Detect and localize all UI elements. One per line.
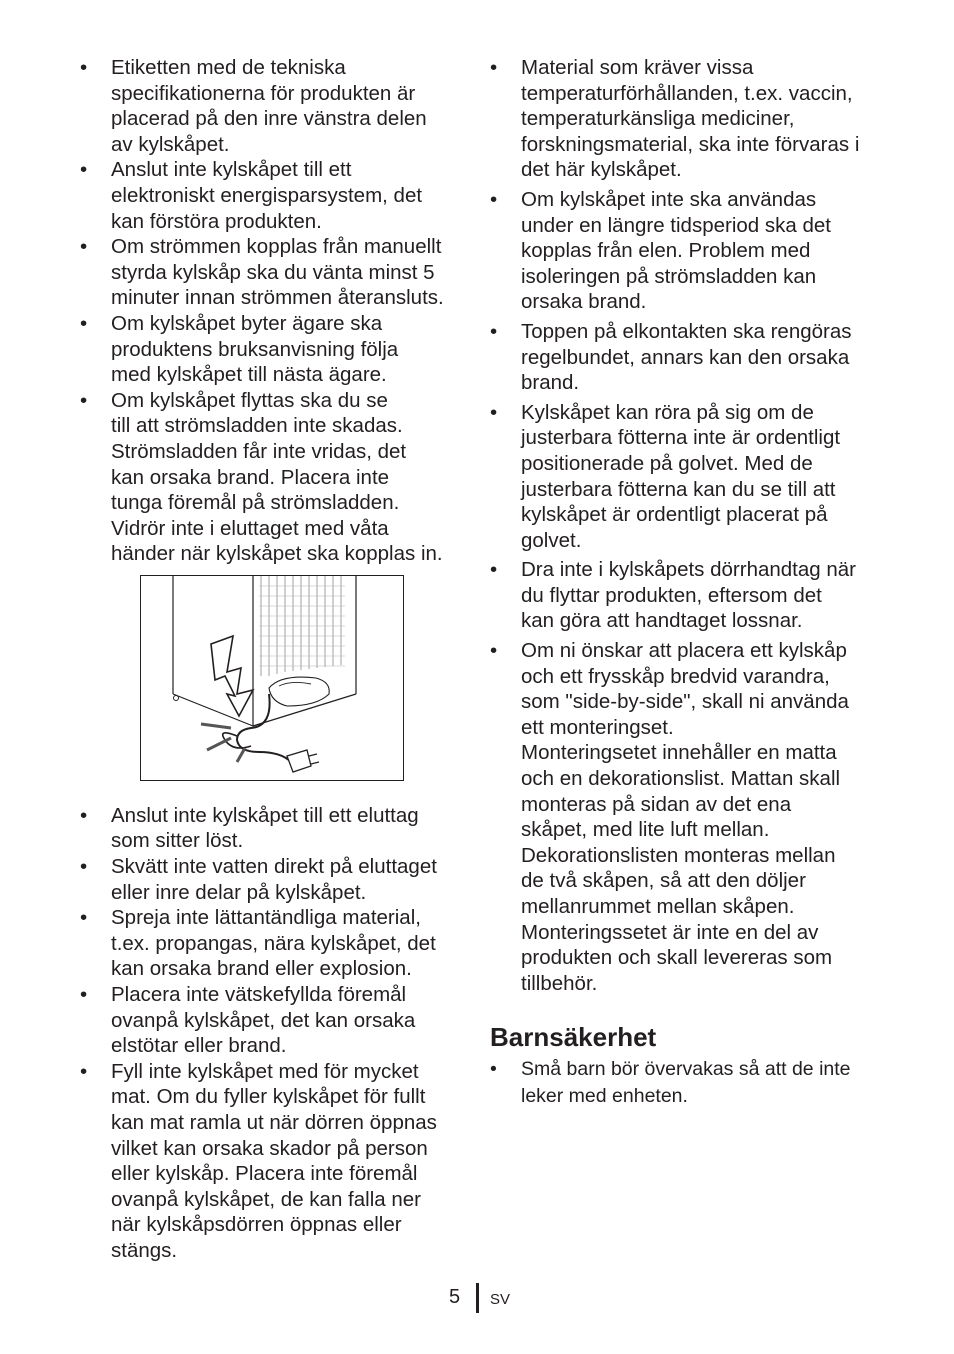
text-line: kan förstöra produkten. <box>111 209 322 233</box>
text-line: golvet. <box>521 528 582 552</box>
text-line: placerad på den inre vänstra delen <box>111 107 427 131</box>
list-item <box>490 557 890 634</box>
text-line: produkten och skall levereras som <box>521 946 833 970</box>
text-line: Strömsladden får inte vridas, det <box>111 439 407 463</box>
text-line: som "side-by-side", skall ni använda <box>521 690 849 714</box>
list-item <box>490 1056 890 1110</box>
list-item <box>490 319 890 396</box>
text-line: stängs. <box>111 1238 178 1262</box>
text-line: av kylskåpet. <box>111 132 230 156</box>
text-line: Vidrör inte i eluttaget med våta <box>111 516 389 540</box>
text-line: minuter innan strömmen återansluts. <box>111 286 444 310</box>
text-line: • Små barn bör övervakas så att de inte <box>521 1058 851 1081</box>
text-line: till att strömsladden inte skadas. <box>111 414 403 438</box>
text-line: temperaturkänsliga mediciner, <box>521 107 795 131</box>
page-footer <box>0 1283 954 1313</box>
list-item <box>80 905 480 982</box>
right-column <box>490 55 890 1114</box>
list-item <box>80 388 480 567</box>
list-item <box>80 982 480 1059</box>
list-item <box>490 55 890 183</box>
list-item <box>80 854 480 905</box>
list-item <box>80 1059 480 1264</box>
text-line: • Om kylskåpet flyttas ska du se <box>111 388 388 412</box>
text-line: elektroniskt energisparsystem, det <box>111 183 423 207</box>
text-line: mellanrummet mellan skåpen. <box>521 895 795 918</box>
section-bullet-list <box>490 1056 890 1110</box>
text-line: de två skåpen, så att den döljer <box>521 869 806 893</box>
text-line: • Anslut inte kylskåpet till ett eluttag <box>111 803 419 827</box>
text-line: • Om kylskåpet inte ska användas <box>521 187 817 211</box>
text-line: produktens bruksanvisning följa <box>111 337 399 361</box>
text-line: det här kylskåpet. <box>521 158 682 182</box>
text-line: • Spreja inte lättantändliga material, <box>111 906 421 930</box>
page-number: 5 <box>449 1286 461 1308</box>
text-line: mat. Om du fyller kylskåpet för fullt <box>111 1085 426 1109</box>
section-heading: Barnsäkerhet <box>490 1022 657 1053</box>
text-line: du flyttar produkten, eftersom det <box>521 583 822 607</box>
text-line: och en dekorationslist. Mattan skall <box>521 767 841 791</box>
text-line: • Skvätt inte vatten direkt på eluttaget <box>111 855 437 879</box>
text-line: • Om strömmen kopplas från manuellt <box>111 235 442 259</box>
text-line: med kylskåpet till nästa ägare. <box>111 363 387 387</box>
text-line: ovanpå kylskåpet, det kan orsaka <box>111 1008 416 1032</box>
text-line: Monteringsetet innehåller en matta <box>521 741 837 765</box>
language-code: SV <box>490 1291 511 1308</box>
text-line: • Anslut inte kylskåpet till ett <box>111 158 352 182</box>
text-line: kylskåpet är ordentligt placerat på <box>521 503 828 527</box>
text-line: styrda kylskåp ska du vänta minst 5 <box>111 260 435 284</box>
text-line: • Om kylskåpet byter ägare ska <box>111 311 383 335</box>
text-line: tillbehör. <box>521 971 598 995</box>
text-line: under en längre tidsperiod ska det <box>521 213 831 237</box>
right-bullet-list <box>490 55 890 996</box>
text-line: händer när kylskåpet ska kopplas in. <box>111 542 443 566</box>
text-line: och ett frysskåp bredvid varandra, <box>521 664 830 688</box>
text-line: monteras på sidan av det ena <box>521 792 792 816</box>
list-item <box>490 187 890 315</box>
text-line: kan orsaka brand. Placera inte <box>111 465 390 489</box>
left-column <box>80 55 480 1264</box>
left-bullet-list-bottom <box>80 803 480 1264</box>
text-line: vilket kan orsaka skador på person <box>111 1136 428 1160</box>
left-bullet-list-top <box>80 55 480 567</box>
text-line: • Material som kräver vissa <box>521 56 754 79</box>
text-line: Dekorationslisten monteras mellan <box>521 843 836 867</box>
list-item <box>80 157 480 234</box>
text-line: specifikationerna för produkten är <box>111 81 416 105</box>
text-line: ett monteringset. <box>521 715 674 739</box>
text-line: skåpet, med lite luft mellan. <box>521 818 770 842</box>
text-line: positionerade på golvet. Med de <box>521 451 813 475</box>
footer-divider <box>476 1283 479 1313</box>
text-line: t.ex. propangas, nära kylskåpet, det <box>111 931 436 955</box>
list-item <box>80 234 480 311</box>
text-line: leker med enheten. <box>521 1085 688 1108</box>
text-line: kan mat ramla ut när dörren öppnas <box>111 1111 437 1134</box>
power-cord-illustration <box>140 575 404 781</box>
list-item <box>80 803 480 854</box>
text-line: som sitter löst. <box>111 829 244 853</box>
list-item <box>490 400 890 554</box>
text-line: • Kylskåpet kan röra på sig om de <box>521 400 814 424</box>
text-line: justerbara fötterna inte är ordentligt <box>521 426 841 450</box>
text-line: • Fyll inte kylskåpet med för mycket <box>111 1059 419 1083</box>
fridge-cord-icon <box>141 576 403 780</box>
text-line: • Om ni önskar att placera ett kylskåp <box>521 639 847 663</box>
text-line: eller inre delar på kylskåpet. <box>111 880 367 904</box>
list-item <box>80 311 480 388</box>
text-line: orsaka brand. <box>521 290 647 314</box>
text-line: brand. <box>521 371 580 395</box>
text-line: eller kylskåp. Placera inte föremål <box>111 1162 418 1186</box>
text-line: tunga föremål på strömsladden. <box>111 491 400 515</box>
text-line: • Dra inte i kylskåpets dörrhandtag när <box>521 558 857 582</box>
text-line: isoleringen på strömsladden kan <box>521 264 817 288</box>
text-line: när kylskåpsdörren öppnas eller <box>111 1213 402 1237</box>
text-line: elstötar eller brand. <box>111 1034 287 1058</box>
text-line: temperaturförhållanden, t.ex. vaccin, <box>521 81 853 105</box>
text-line: regelbundet, annars kan den orsaka <box>521 345 850 369</box>
text-line: kopplas från elen. Problem med <box>521 239 811 263</box>
text-line: ovanpå kylskåpet, de kan falla ner <box>111 1187 421 1211</box>
text-line: • Placera inte vätskefyllda föremål <box>111 983 407 1007</box>
text-line: • Etiketten med de tekniska <box>111 56 346 79</box>
list-item <box>80 55 480 157</box>
text-line: kan göra att handtaget lossnar. <box>521 609 803 633</box>
text-line: kan orsaka brand eller explosion. <box>111 957 412 981</box>
text-line: justerbara fötterna kan du se till att <box>521 477 836 501</box>
list-item <box>490 638 890 996</box>
text-line: forskningsmaterial, ska inte förvaras i <box>521 132 860 156</box>
text-line: Monteringssetet är inte en del av <box>521 920 819 944</box>
text-line: • Toppen på elkontakten ska rengöras <box>521 319 852 343</box>
